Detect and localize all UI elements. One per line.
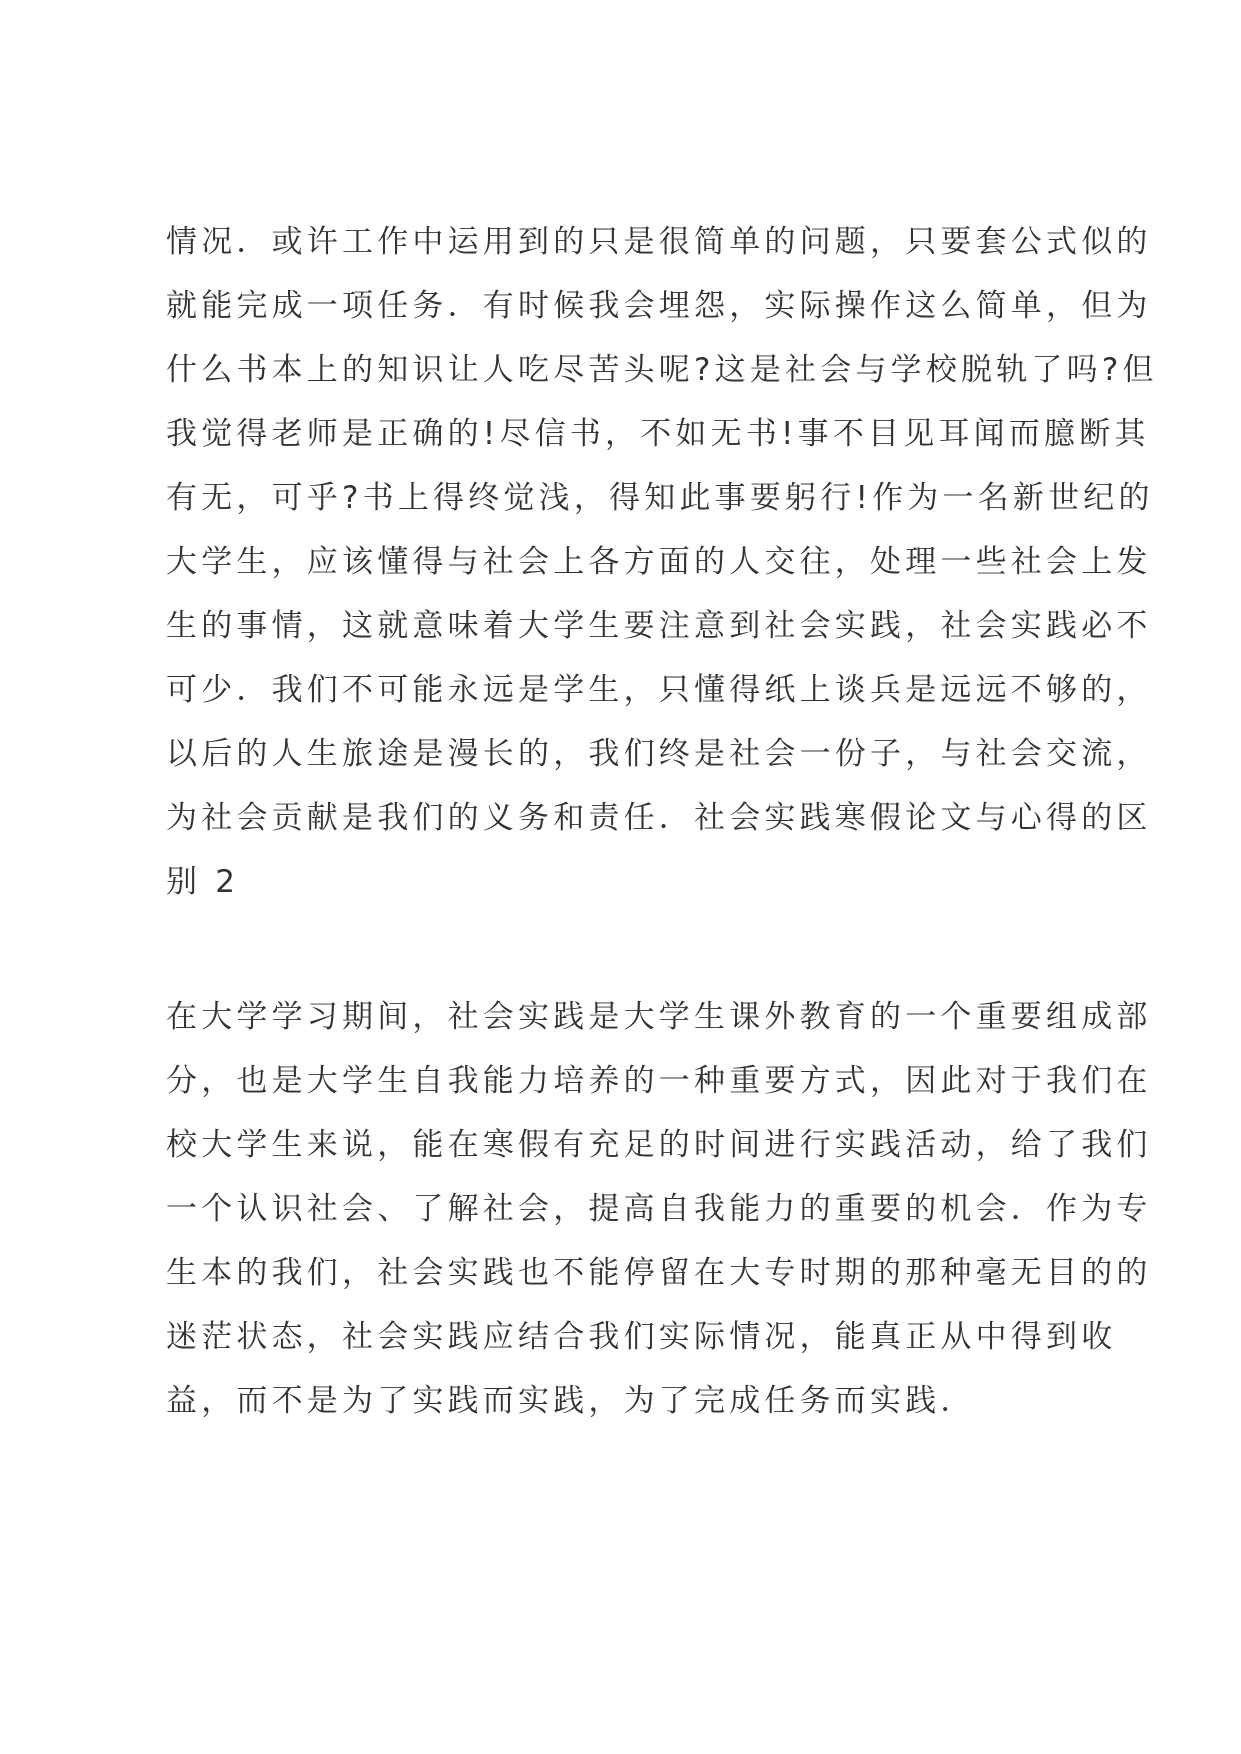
paragraph-1-line-2: 就能完成一项任务．有时候我会埋怨，实际操作这么简单，但为: [166, 288, 1152, 324]
paragraph-2-line-2: 分，也是大学生自我能力培养的一种重要方式，因此对于我们在: [166, 1063, 1152, 1099]
paragraph-1-line-5: 有无，可乎?书上得终觉浅，得知此事要躬行!作为一名新世纪的: [166, 480, 1154, 516]
paragraph-2-line-6: 迷茫状态，社会实践应结合我们实际情况，能真正从中得到收: [166, 1319, 1117, 1355]
paragraph-1-line-1: 情况．或许工作中运用到的只是很简单的问题，只要套公式似的: [166, 224, 1152, 260]
paragraph-1-line-4: 我觉得老师是正确的!尽信书，不如无书!事不目见耳闻而臆断其: [166, 416, 1150, 452]
paragraph-2-line-7: 益，而不是为了实践而实践，为了完成任务而实践．: [166, 1383, 976, 1419]
paragraph-2-line-5: 生本的我们，社会实践也不能停留在大专时期的那种毫无目的的: [166, 1255, 1152, 1291]
paragraph-2-line-4: 一个认识社会、了解社会，提高自我能力的重要的机会．作为专: [166, 1191, 1152, 1227]
paragraph-1-line-7: 生的事情，这就意味着大学生要注意到社会实践，社会实践必不: [166, 608, 1152, 644]
paragraph-1-line-8: 可少．我们不可能永远是学生，只懂得纸上谈兵是远远不够的，: [166, 672, 1152, 708]
paragraph-2-line-1: 在大学学习期间，社会实践是大学生课外教育的一个重要组成部: [166, 999, 1152, 1035]
paragraph-1-line-11: 别 2: [166, 864, 240, 900]
paragraph-1-line-3: 什么书本上的知识让人吃尽苦头呢?这是社会与学校脱轨了吗?但: [166, 352, 1158, 388]
paragraph-2-line-3: 校大学生来说，能在寒假有充足的时间进行实践活动，给了我们: [166, 1127, 1152, 1163]
paragraph-1-line-10: 为社会贡献是我们的义务和责任．社会实践寒假论文与心得的区: [166, 800, 1152, 836]
paragraph-1-line-9: 以后的人生旅途是漫长的，我们终是社会一份子，与社会交流，: [166, 736, 1152, 772]
paragraph-1-line-6: 大学生，应该懂得与社会上各方面的人交往，处理一些社会上发: [166, 544, 1152, 580]
